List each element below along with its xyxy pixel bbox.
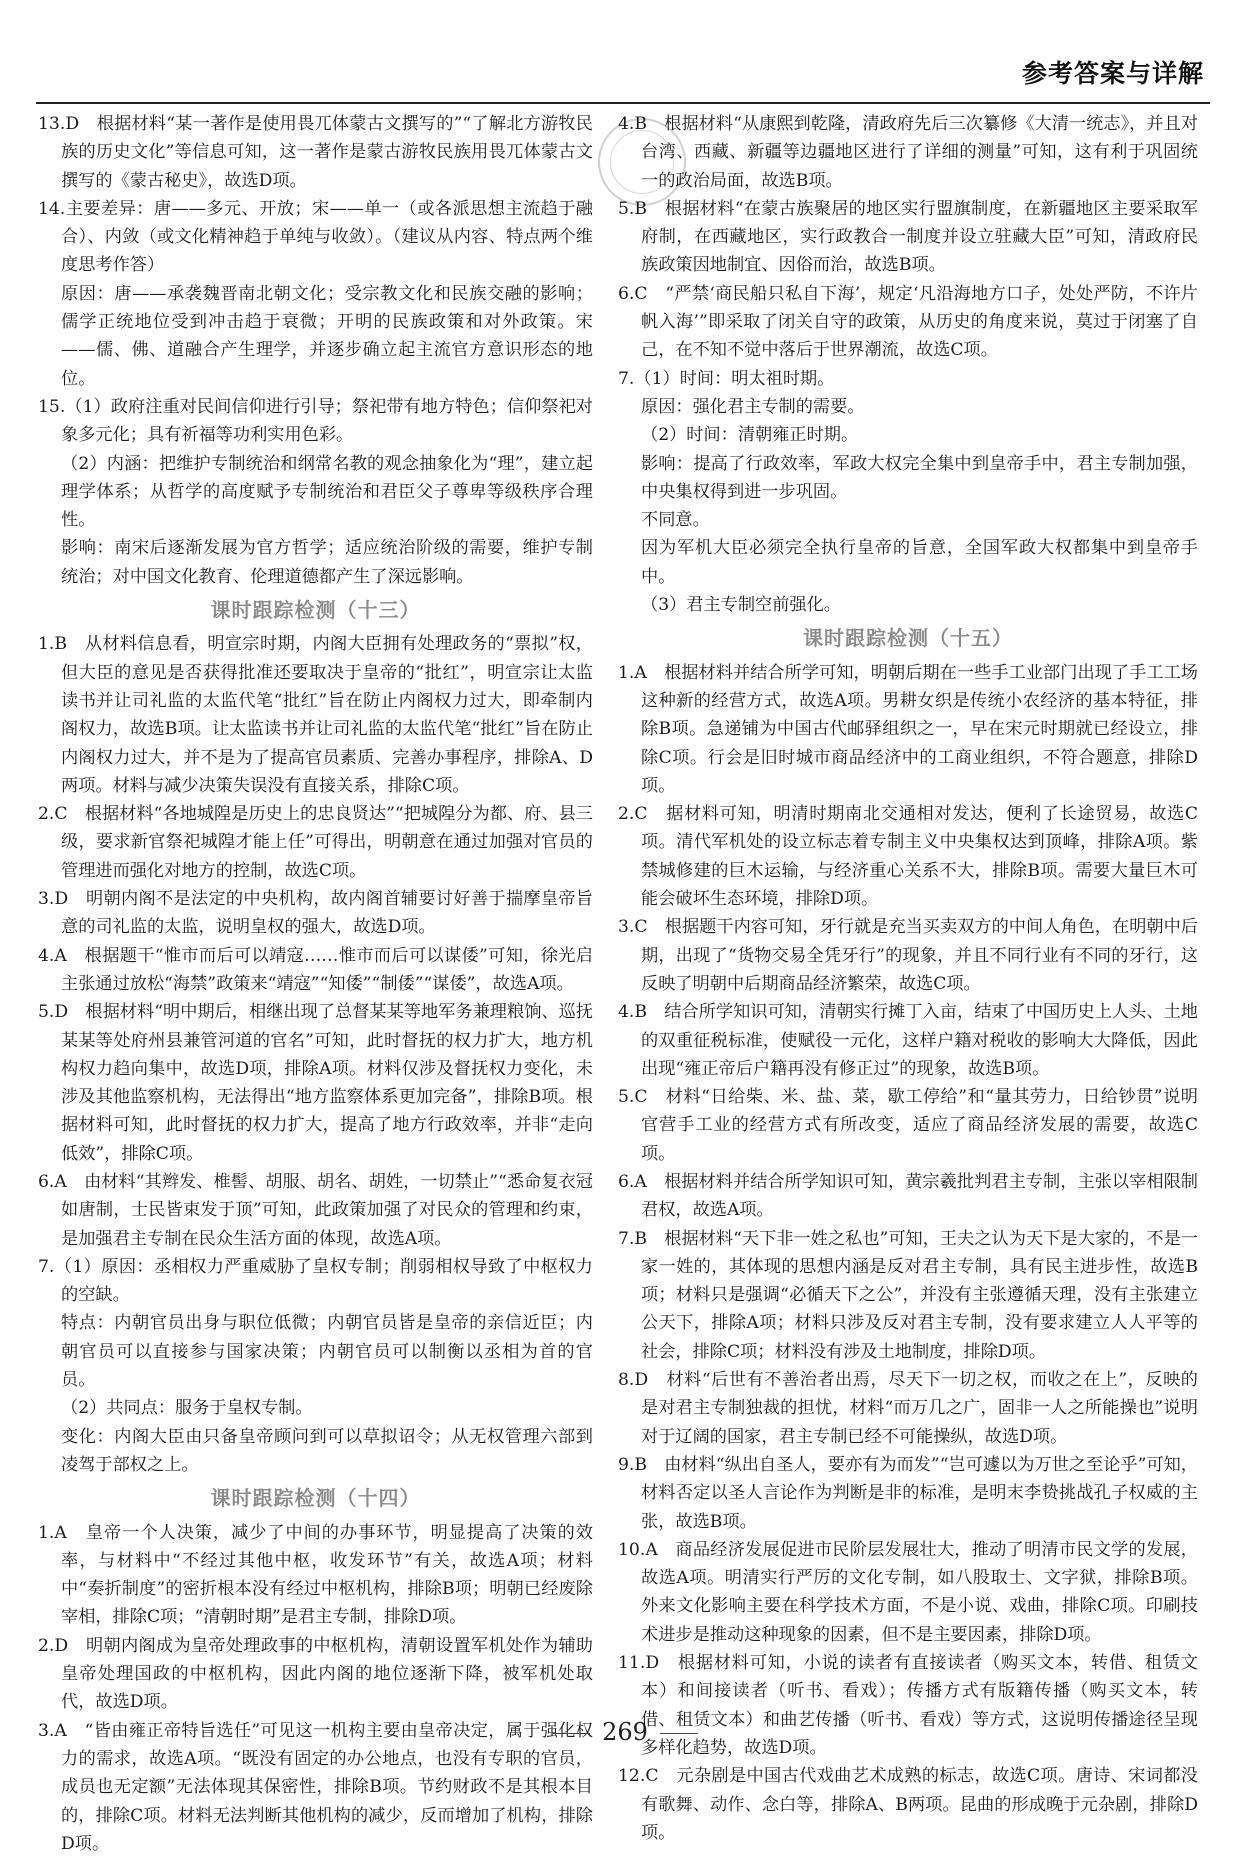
answer-subparagraph: 原因：唐——承袭魏晋南北朝文化；受宗教文化和民族交融的影响；儒学正统地位受到冲击趋于衰微；开明的民族政策和对外政策。宋——儒、佛、道融合产生理学，并逐步确立起主流官方意识形态的地位。 [61, 283, 593, 389]
answer-item: 3.A “皆由雍正帝特旨选任”可见这一机构主要由皇帝决定，属于强化权力的需求，故选A项。“既没有固定的办公地点，也没有专职的官员，成员也无定额”无法体现其保密性，排除B项。节约财政不是其根本目的，排除C项。材料无法判断其他机构的减少，反而增加了机构，排除D项。 [38, 1720, 593, 1854]
answer-item: 8.D 材料“后世有不善治者出焉，尽天下一切之权，而收之在上”，反映的是对君主专制独裁的担忧，材料“而万几之广，固非一人之所能操也”说明对于辽阔的国家，君主专制已经不可能操纵，故选D项。 [618, 1370, 1198, 1447]
answer-subparagraph: 特点：内朝官员出身与职位低微；内朝官员皆是皇帝的亲信近臣；内朝官员可以直接参与国家决策；内朝官员可以制衡以丞相为首的官员。 [61, 1313, 593, 1391]
answer-item: 3.C 根据题干内容可知，牙行就是充当买卖双方的中间人角色，在明朝中后期，出现了“货物交易全凭牙行”的现象，并且不同行业有不同的牙行，这反映了明朝中后期商品经济繁荣，故选C项。 [618, 917, 1198, 994]
answer-subparagraph: 不同意。 [641, 510, 710, 531]
answer-item: 4.B 根据材料“从康熙到乾隆，清政府先后三次纂修《大清一统志》，并且对台湾、西藏、新疆等边疆地区进行了详细的测量”可知，这有利于巩固统一的政治局面，故选B项。 [618, 114, 1199, 191]
answer-subparagraph: 影响：南宋后逐渐发展为官方哲学；适应统治阶级的需要，维护专制统治；对中国文化教育、伦理道德都产生了深远影响。 [61, 538, 593, 587]
answer-subparagraph: 因为军机大臣必须完全执行皇帝的旨意，全国军政大权都集中到皇帝手中。 [641, 538, 1198, 587]
answer-item: 5.D 根据材料“明中期后，相继出现了总督某某等地军务兼理粮饷、巡抚某某等处府州县兼管河道的官名”可知，此时督抚的权力扩大，地方机构权力趋向集中，故选D项，排除A项。材料仅涉及督抚权力变化，未涉及其他监察机构，无法得出“地方监察体系更加完备”，排除B项。根据材料可知，此时督抚的权力扩大，提高了地方行政效率，并非“走向低效”，排除C项。 [38, 1002, 593, 1164]
section-heading: 课时跟踪检测（十四） [210, 1486, 421, 1511]
header-title: 参考答案与详解 [1021, 59, 1204, 88]
answer-subparagraph: （2）内涵：把维护专制统治和纲常名教的观念抽象化为“理”，建立起理学体系；从哲学的高度赋予专制统治和君臣父子尊卑等级秩序合理性。 [61, 453, 593, 531]
answer-item: 12.C 元杂剧是中国古代戏曲艺术成熟的标志，故选C项。唐诗、宋词都没有歌舞、动作、念白等，排除A、B两项。昆曲的形成晚于元杂剧，排除D项。 [618, 1766, 1198, 1843]
page-header [36, 46, 1210, 104]
answer-item: 13.D 根据材料“某一著作是使用畏兀体蒙古文撰写的”“了解北方游牧民族的历史文化”等信息可知，这一著作是蒙古游牧民族用畏兀体蒙古文撰写的《蒙古秘史》，故选D项。 [38, 114, 593, 191]
left-column [38, 110, 593, 1858]
answer-subparagraph: 原因：强化君主专制的需要。 [641, 396, 865, 417]
answer-item: 6.A 根据材料并结合所学知识可知，黄宗羲批判君主专制，主张以宰相限制君权，故选A项。 [618, 1171, 1198, 1221]
answer-item: 3.D 明朝内阁不是法定的中央机构，故内阁首辅要讨好善于揣摩皇帝旨意的司礼监的太监，说明皇权的强大，故选D项。 [38, 889, 593, 938]
answer-subparagraph: 变化：内阁大臣由只备皇帝顾问到可以草拟诏令；从无权管理六部到凌驾于部权之上。 [61, 1426, 593, 1475]
page-footer [0, 1718, 1250, 1746]
answer-item: 7.B 根据材料“天下非一姓之私也”可知，王夫之认为天下是大家的，不是一家一姓的，其体现的思想内涵是反对君主专制，具有民主进步性，故选B项；材料只是强调“必循天下之公”，并没有主张遵循天理，没有主张建立公天下，排除A项；材料只涉及反对君主专制，没有要求建立人人平等的社会，排除C项；材料没有涉及土地制度，排除D项。 [618, 1228, 1198, 1362]
page-number: 269 [602, 1718, 648, 1746]
answer-item: 6.A 由材料“其辫发、椎髻、胡服、胡名、胡姓，一切禁止”“悉命复衣冠如唐制，士民皆束发于顶”可知，此政策加强了对民众的管理和约束，是加强君主专制在民众生活方面的体现，故选A项。 [38, 1171, 593, 1249]
answer-subparagraph: （2）时间：清朝雍正时期。 [641, 425, 859, 446]
answer-item: 2.D 明朝内阁成为皇帝处理政事的中枢机构，清朝设置军机处作为辅助皇帝处理国政的中枢机构，因此内阁的地位逐渐下降，被军机处取代，故选D项。 [38, 1635, 593, 1713]
answer-item: 10.A 商品经济发展促进市民阶层发展壮大，推动了明清市民文学的发展，故选A项。明清实行严厉的文化专制，如八股取士、文字狱，排除B项。外来文化影响主要在科学技术方面，不是小说、戏曲，排除C项。印刷技术进步是推动这种现象的因素，但不是主要因素，排除D项。 [618, 1539, 1198, 1645]
answer-item: 4.A 根据题干“惟市而后可以靖寇……惟市而后可以谋倭”可知，徐光启主张通过放松“海禁”政策来“靖寇”“知倭”“制倭”“谋倭”，故选A项。 [38, 945, 593, 994]
section-heading: 课时跟踪检测（十三） [210, 598, 421, 623]
answer-item: 2.C 据材料可知，明清时期南北交通相对发达，便利了长途贸易，故选C项。清代军机处的设立标志着专制主义中央集权达到顶峰，排除A项。紫禁城修建的巨木运输，与经济重心关系不大，排除B项。需要大量巨木可能会破坏生态环境，排除D项。 [618, 804, 1198, 910]
right-column [618, 110, 1198, 1847]
answer-item: 5.C 材料“日给柴、米、盐、菜，歇工停给”和“量其劳力，日给钞贯”说明官营手工业的经营方式有所改变，适应了商品经济发展的需要，故选C项。 [618, 1087, 1198, 1164]
answer-item: 14.主要差异：唐——多元、开放；宋——单一（或各派思想主流趋于融合）、内敛（或文化精神趋于单纯与收敛）。（建议从内容、特点两个维度思考作答） [38, 198, 593, 276]
answer-subparagraph: 影响：提高了行政效率，军政大权完全集中到皇帝手中，君主专制加强，中央集权得到进一步巩固。 [641, 453, 1198, 502]
answer-item: 11.D 根据材料可知，小说的读者有直接读者（购买文本，转借、租赁文本）和间接读者（听书、看戏）；传播方式有版籍传播（购买文本，转借、租赁文本）和曲艺传播（听书、看戏）等方式，这说明传播途径呈现多样化趋势，故选D项。 [618, 1653, 1198, 1758]
answer-item: 15.（1）政府注重对民间信仰进行引导；祭祀带有地方特色；信仰祭祀对象多元化；具有祈福等功利实用色彩。 [38, 396, 593, 446]
answer-item: 2.C 根据材料“各地城隍是历史上的忠良贤达”“把城隍分为都、府、县三级，要求新官祭祀城隍才能上任”可得出，明朝意在通过加强对官员的管理进而强化对地方的控制，故选C项。 [38, 804, 593, 881]
section-heading: 课时跟踪检测（十五） [803, 626, 1013, 651]
answer-subparagraph: （3）君主专制空前强化。 [641, 595, 841, 616]
answer-item: 1.A 皇帝一个人决策，减少了中间的办事环节，明显提高了决策的效率，与材料中“不经过其他中枢，收发环节”有关，故选A项；材料中“奏折制度”的密折根本没有经过中枢机构，排除B项；明朝已经废除宰相，排除C项；“清朝时期”是君主专制，排除D项。 [38, 1522, 593, 1628]
answer-item: 9.B 由材料“纵出自圣人，要亦有为而发”“岂可遽以为万世之至论乎”可知，材料否定以圣人言论作为判断是非的标准，是明末李贽挑战孔子权威的主张，故选B项。 [618, 1454, 1198, 1532]
answer-item: 6.C “严禁‘商民船只私自下海’，规定‘凡沿海地方口子，处处严防，不许片帆入海’”即采取了闭关自守的政策，从历史的角度来说，莫过于闭塞了自己，在不知不觉中落后于世界潮流，故选C项。 [618, 283, 1198, 361]
answer-item: 1.B 从材料信息看，明宣宗时期，内阁大臣拥有处理政务的“票拟”权，但大臣的意见是否获得批准还要取决于皇帝的“批红”，明宣宗让太监读书并让司礼监的太监代笔“批红”旨在防止内阁权力过大，即牵制内阁权力，故选B项。让太监读书并让司礼监的太监代笔“批红”旨在防止内阁权力过大，并不是为了提高官员素质、完善办事程序，排除A、D两项。材料与减少决策失误没有直接关系，排除C项。 [38, 634, 593, 796]
footer-dash-left [552, 1733, 590, 1734]
answer-item: 7.（1）时间：明太祖时期。 [618, 368, 835, 389]
answer-item: 1.A 根据材料并结合所学可知，明朝后期在一些手工业部门出现了手工工场这种新的经营方式，故选A项。男耕女织是传统小农经济的基本特征，排除B项。急递铺为中国古代邮驿组织之一，早在宋元时期就已经设立，排除C项。行会是旧时城市商品经济中的工商业组织，不符合题意，排除D项。 [618, 662, 1198, 796]
footer-dash-right [660, 1733, 698, 1734]
answer-item: 5.B 根据材料“在蒙古族聚居的地区实行盟旗制度，在新疆地区主要采取军府制，在西藏地区，实行政教合一制度并设立驻藏大臣”可知，清政府民族政策因地制宜、因俗而治，故选B项。 [618, 198, 1198, 276]
answer-item: 7.（1）原因：丞相权力严重威胁了皇权专制；削弱相权导致了中枢权力的空缺。 [38, 1256, 593, 1306]
answer-item: 4.B 结合所学知识可知，清朝实行摊丁入亩，结束了中国历史上人头、土地的双重征税标准，使赋役一元化，这样户籍对税收的影响大大降低，因此出现“雍正帝后户籍再没有修正过”的现象，故选B项。 [618, 1002, 1198, 1079]
answer-subparagraph: （2）共同点：服务于皇权专制。 [61, 1398, 313, 1419]
